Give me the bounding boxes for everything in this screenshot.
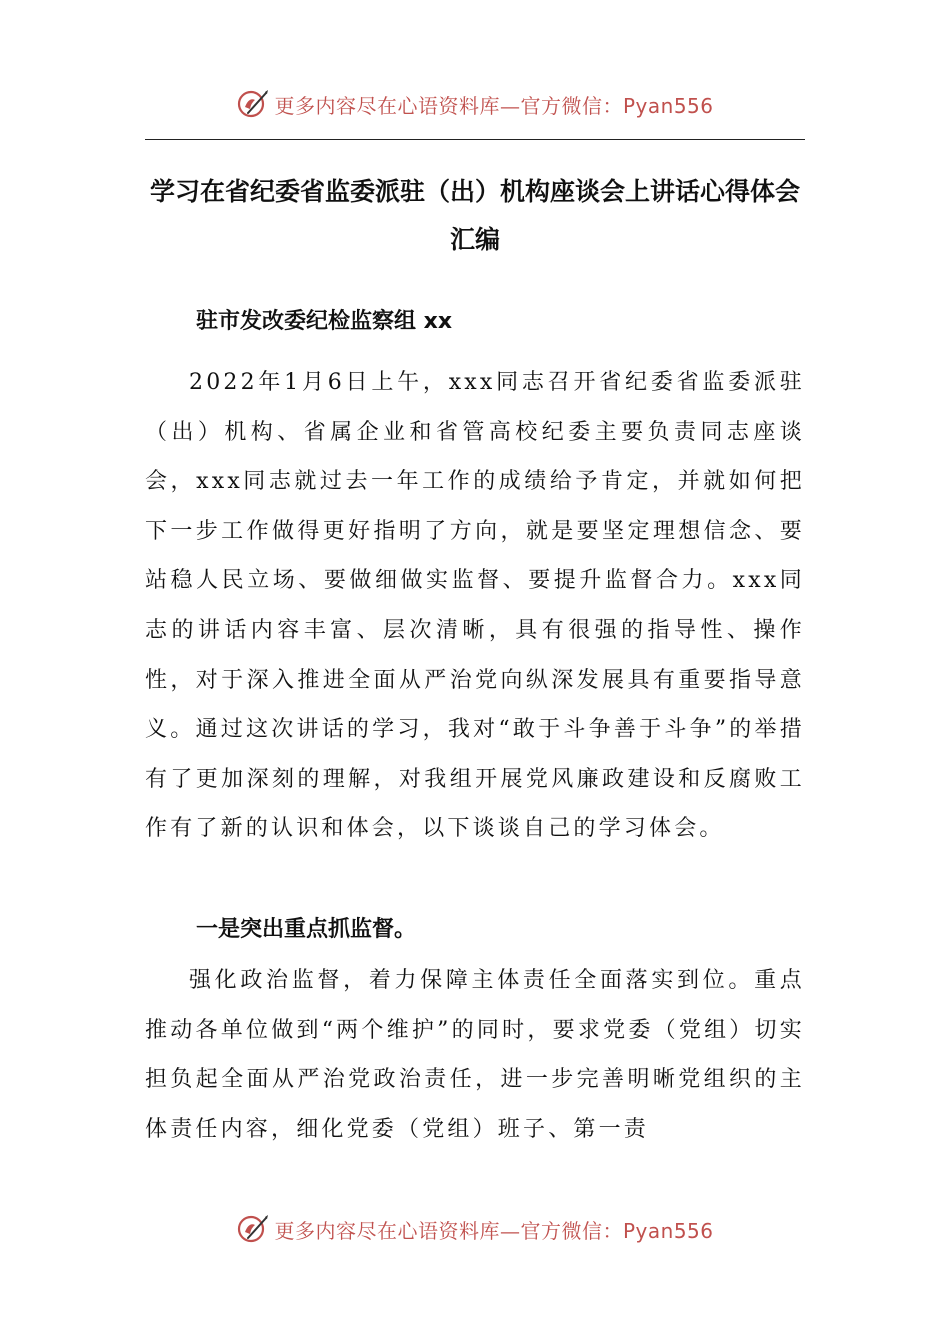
watermark-wechat-id: Pyan556 <box>622 1218 714 1243</box>
section-heading-1: 一是突出重点抓监督。 <box>196 917 417 942</box>
watermark-text: 更多内容尽在心语资料库—官方微信：Pyan556 <box>274 1218 714 1243</box>
document-title: 学习在省纪委省监委派驻（出）机构座谈会上讲话心得体会汇编 <box>149 177 800 254</box>
body-paragraph-2: 强化政治监督，着力保障主体责任全面落实到位。重点推动各单位做到“两个维护”的同时，要求党委（党组）切实担负起全面从严治党政治责任，进一步完善明晰党组织的主体责任内容，细化党委（党组）班子、第一责 <box>145 968 805 1142</box>
header-watermark <box>0 84 950 124</box>
pen-logo-icon <box>236 1212 270 1246</box>
watermark-wechat-id: Pyan556 <box>622 93 714 118</box>
footer-watermark <box>0 1209 950 1249</box>
header-divider <box>145 139 805 140</box>
pen-logo-icon <box>236 87 270 121</box>
watermark-text: 更多内容尽在心语资料库—官方微信：Pyan556 <box>274 93 714 118</box>
author-line: 驻市发改委纪检监察组 xx <box>196 309 453 334</box>
body-paragraph-1: 2022年1月6日上午，xxx同志召开省纪委省监委派驻（出）机构、省属企业和省管高校纪委主要负责同志座谈会，xxx同志就过去一年工作的成绩给予肯定，并就如何把下一步工作做得更好指明了方向，就是要坚定理想信念、要站稳人民立场、要做细做实监督、要提升监督合力。xxx同志的讲话内容丰富、层次清晰，具有很强的指导性、操作性，对于深入推进全面从严治党向纵深发展具有重要指导意义。通过这次讲话的学习，我对“敢于斗争善于斗争”的举措有了更加深刻的理解，对我组开展党风廉政建设和反腐败工作有了新的认识和体会，以下谈谈自己的学习体会。 <box>145 370 805 842</box>
